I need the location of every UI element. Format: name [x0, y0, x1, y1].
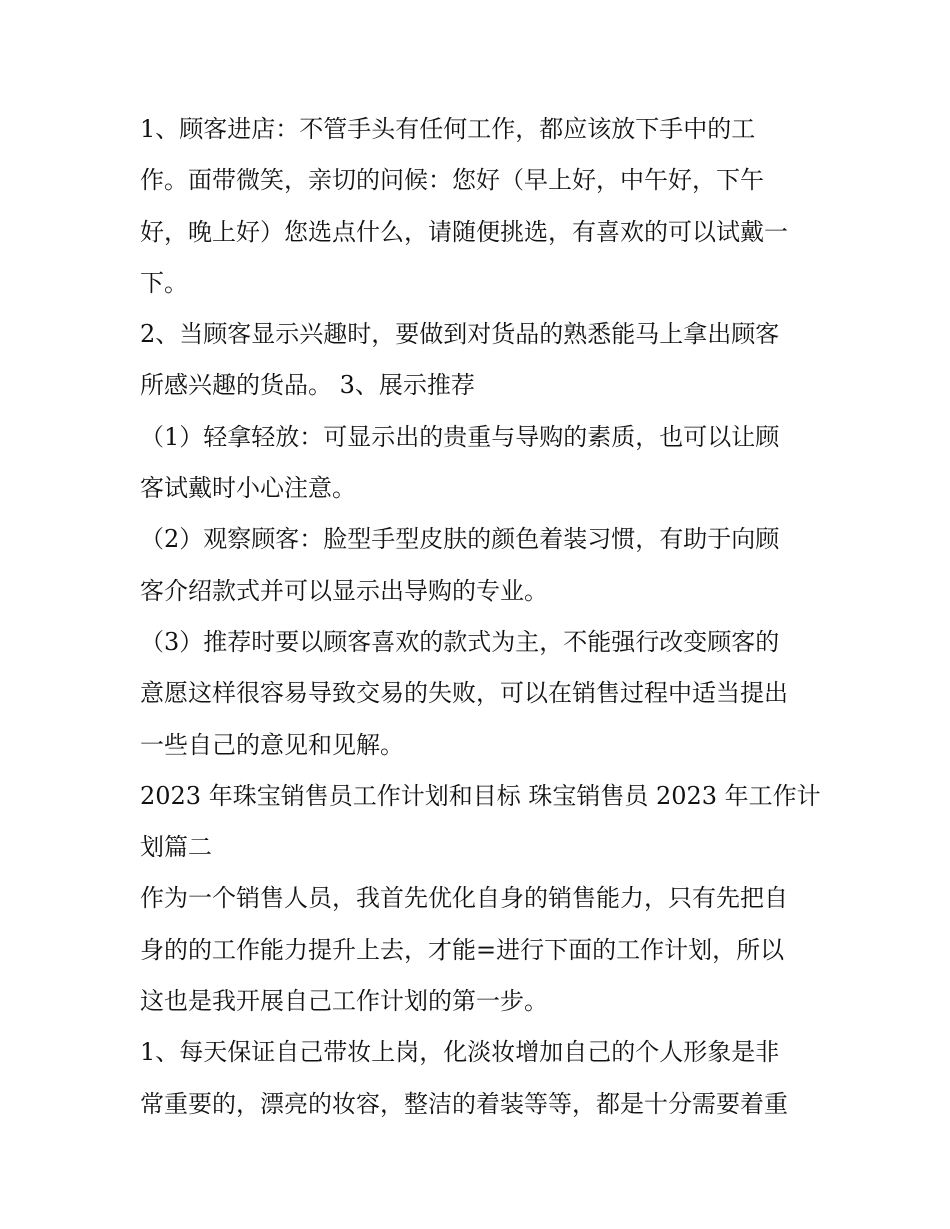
text-line: 好，晚上好）您选点什么，请随便挑选，有喜欢的可以试戴一	[140, 217, 788, 246]
text-line: 2、当顾客显示兴趣时，要做到对货品的熟悉能马上拿出顾客	[140, 320, 780, 349]
text-line: 1、每天保证自己带妆上岗，化淡妆增加自己的个人形象是非	[140, 1038, 780, 1067]
text-line: 作。面带微笑，亲切的问候：您好（早上好，中午好，下午	[140, 166, 764, 195]
text-line: （2）观察顾客：脸型手型皮肤的颜色着装习惯，有助于向顾	[140, 525, 780, 554]
paragraph-customer-entry	[140, 104, 816, 309]
text-line: 一些自己的意见和见解。	[140, 730, 404, 759]
paragraph-makeup	[140, 1027, 816, 1130]
text-line: 这也是我开展自己工作计划的第一步。	[140, 987, 548, 1016]
text-line: 所感兴趣的货品。 3、展示推荐	[140, 371, 475, 400]
text-line: 身的的工作能力提升上去，才能=进行下面的工作计划，所以	[140, 935, 785, 964]
text-line: （1）轻拿轻放：可显示出的贵重与导购的素质，也可以让顾	[140, 422, 780, 451]
text-line: 作为一个销售人员，我首先优化自身的销售能力，只有先把自	[140, 884, 788, 913]
paragraph-recommend	[140, 617, 816, 771]
heading-line: 2023 年珠宝销售员工作计划和目标 珠宝销售员 2023 年工作计	[140, 781, 821, 810]
heading-line: 划篇二	[140, 833, 212, 862]
text-line: 下。	[140, 268, 188, 297]
paragraph-observe-customer	[140, 514, 816, 617]
text-line: 意愿这样很容易导致交易的失败，可以在销售过程中适当提出	[140, 679, 788, 708]
document-body	[140, 104, 821, 1130]
paragraph-handle-gently	[140, 412, 816, 515]
section-heading	[140, 771, 821, 874]
text-line: 客介绍款式并可以显示出导购的专业。	[140, 576, 548, 605]
text-line: 1、顾客进店：不管手头有任何工作，都应该放下手中的工	[140, 115, 756, 143]
text-line: （3）推荐时要以顾客喜欢的款式为主，不能强行改变顾客的	[140, 627, 780, 656]
paragraph-self-improvement	[140, 873, 816, 1027]
text-line: 客试戴时小心注意。	[140, 474, 356, 503]
paragraph-customer-interest	[140, 309, 816, 412]
text-line: 常重要的，漂亮的妆容，整洁的着装等等，都是十分需要着重	[140, 1089, 788, 1118]
